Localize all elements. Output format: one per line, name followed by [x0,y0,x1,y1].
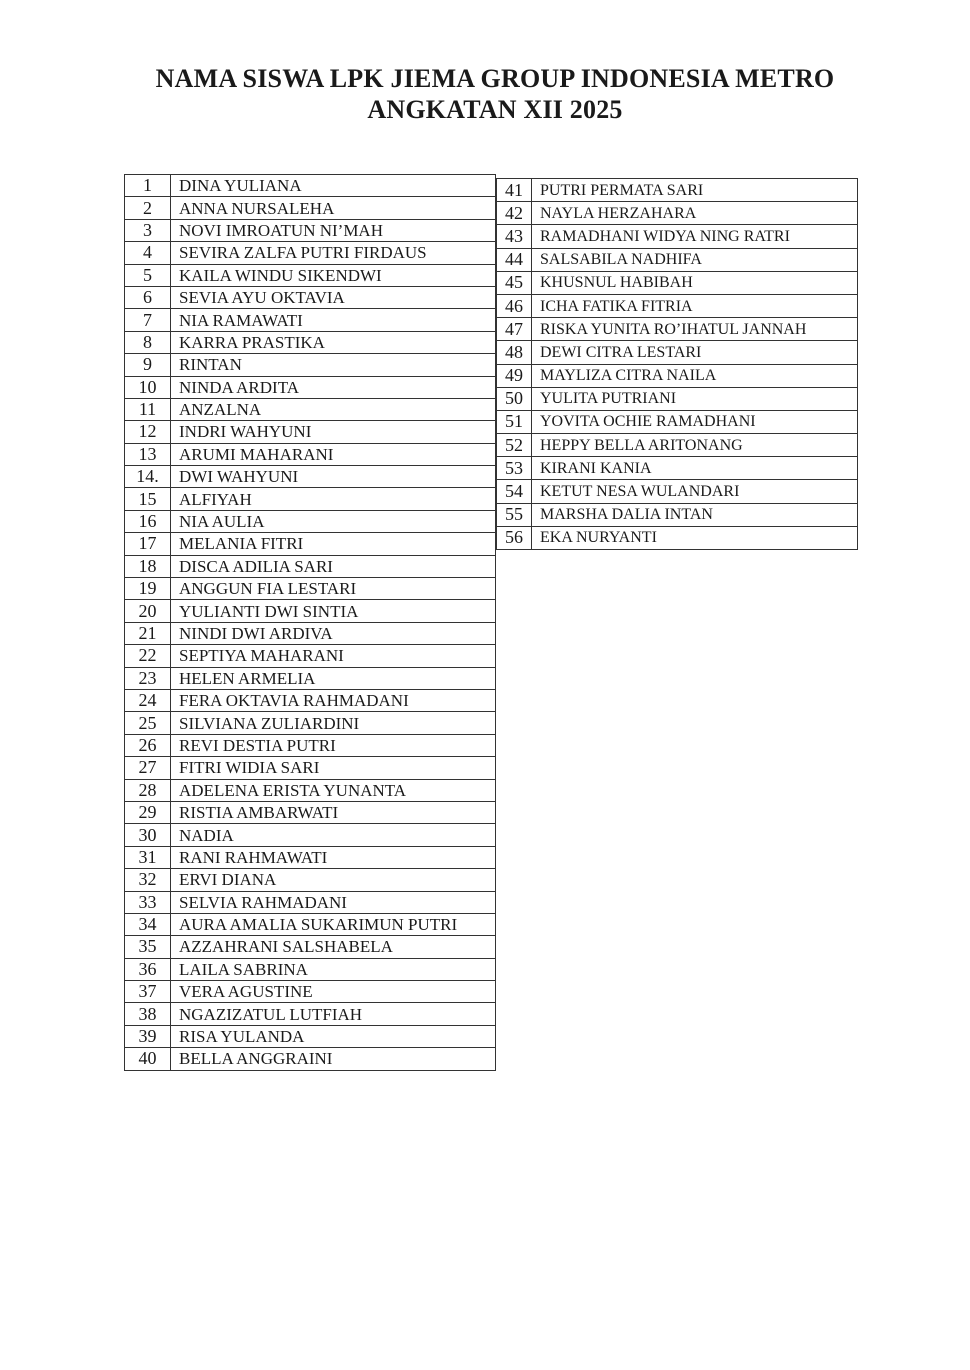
table-row [125,331,496,353]
student-name: BELLA ANGGRAINI [171,1048,496,1070]
table-row [497,202,858,225]
student-number: 46 [497,294,532,317]
table-row [497,248,858,271]
student-number: 1 [125,175,171,197]
student-number: 9 [125,354,171,376]
table-row [125,533,496,555]
table-row [497,526,858,549]
student-name: AURA AMALIA SUKARIMUN PUTRI [171,913,496,935]
student-number: 3 [125,219,171,241]
student-name: NAYLA HERZAHARA [532,202,858,225]
student-name: SELVIA RAHMADANI [171,891,496,913]
student-name: NOVI IMROATUN NI’MAH [171,219,496,241]
table-row [125,667,496,689]
table-row [125,197,496,219]
student-number: 51 [497,410,532,433]
student-number: 44 [497,248,532,271]
student-number: 40 [125,1048,171,1070]
student-name: HELEN ARMELIA [171,667,496,689]
student-number: 12 [125,421,171,443]
student-number: 37 [125,981,171,1003]
student-name: SEVIRA ZALFA PUTRI FIRDAUS [171,242,496,264]
student-name: FERA OKTAVIA RAHMADANI [171,689,496,711]
student-name: MELANIA FITRI [171,533,496,555]
student-number: 14. [125,466,171,488]
student-name: ICHA FATIKA FITRIA [532,294,858,317]
table-row [125,286,496,308]
table-row [125,689,496,711]
student-name: KIRANI KANIA [532,457,858,480]
student-name: SEVIA AYU OKTAVIA [171,286,496,308]
table-row [125,1025,496,1047]
student-name: SILVIANA ZULIARDINI [171,712,496,734]
table-row [497,225,858,248]
table-row [497,271,858,294]
table-row [497,179,858,202]
student-number: 49 [497,364,532,387]
student-number: 28 [125,779,171,801]
student-name: ERVI DIANA [171,869,496,891]
table-row [125,242,496,264]
student-name: RISA YULANDA [171,1025,496,1047]
table-row [497,434,858,457]
table-row [125,264,496,286]
table-row [497,480,858,503]
student-number: 11 [125,398,171,420]
student-name: KETUT NESA WULANDARI [532,480,858,503]
table-row [125,891,496,913]
table-row [125,958,496,980]
student-name: EKA NURYANTI [532,526,858,549]
table-row [497,341,858,364]
student-name: VERA AGUSTINE [171,981,496,1003]
student-name: INDRI WAHYUNI [171,421,496,443]
student-number: 16 [125,510,171,532]
student-name: YULIANTI DWI SINTIA [171,600,496,622]
table-row [125,801,496,823]
student-name: DISCA ADILIA SARI [171,555,496,577]
table-row [125,779,496,801]
student-name: FITRI WIDIA SARI [171,757,496,779]
student-name: RANI RAHMAWATI [171,846,496,868]
table-row [125,734,496,756]
table-row [125,398,496,420]
table-row [497,318,858,341]
student-number: 8 [125,331,171,353]
student-name: ARUMI MAHARANI [171,443,496,465]
table-row [125,981,496,1003]
student-number: 36 [125,958,171,980]
student-name: ANZALNA [171,398,496,420]
student-number: 31 [125,846,171,868]
table-row [497,294,858,317]
table-row [125,600,496,622]
table-row [497,503,858,526]
student-name: ANGGUN FIA LESTARI [171,578,496,600]
table-row [497,387,858,410]
student-number: 34 [125,913,171,935]
student-name: NIA RAMAWATI [171,309,496,331]
table-row [497,410,858,433]
table-row [125,309,496,331]
student-number: 56 [497,526,532,549]
student-number: 17 [125,533,171,555]
student-name: RISKA YUNITA RO’IHATUL JANNAH [532,318,858,341]
table-row [125,622,496,644]
student-name: SALSABILA NADHIFA [532,248,858,271]
student-number: 39 [125,1025,171,1047]
table-row [125,466,496,488]
student-name: REVI DESTIA PUTRI [171,734,496,756]
table-row [125,488,496,510]
student-number: 23 [125,667,171,689]
student-name: YULITA PUTRIANI [532,387,858,410]
student-number: 13 [125,443,171,465]
student-name: KHUSNUL HABIBAH [532,271,858,294]
student-number: 42 [497,202,532,225]
student-name: ADELENA ERISTA YUNANTA [171,779,496,801]
student-name: YOVITA OCHIE RAMADHANI [532,410,858,433]
table-row [125,846,496,868]
student-name: HEPPY BELLA ARITONANG [532,434,858,457]
student-number: 41 [497,179,532,202]
student-name: SEPTIYA MAHARANI [171,645,496,667]
table-row [125,913,496,935]
table-row [125,510,496,532]
table-row [125,578,496,600]
student-name: RISTIA AMBARWATI [171,801,496,823]
table-row [125,1003,496,1025]
student-table-left [124,174,496,1071]
student-number: 45 [497,271,532,294]
student-number: 4 [125,242,171,264]
table-row [125,869,496,891]
student-name: DEWI CITRA LESTARI [532,341,858,364]
student-name: AZZAHRANI SALSHABELA [171,936,496,958]
student-number: 10 [125,376,171,398]
table-row [125,175,496,197]
student-name: LAILA SABRINA [171,958,496,980]
student-name: NINDA ARDITA [171,376,496,398]
document-title: NAMA SISWA LPK JIEMA GROUP INDONESIA METRO [155,64,835,93]
student-number: 19 [125,578,171,600]
table-row [125,1048,496,1070]
student-name: NGAZIZATUL LUTFIAH [171,1003,496,1025]
student-number: 20 [125,600,171,622]
student-number: 32 [125,869,171,891]
student-number: 18 [125,555,171,577]
student-number: 33 [125,891,171,913]
student-number: 53 [497,457,532,480]
student-number: 47 [497,318,532,341]
table-row [125,936,496,958]
table-row [125,354,496,376]
table-row [125,219,496,241]
student-number: 7 [125,309,171,331]
table-row [125,645,496,667]
student-number: 5 [125,264,171,286]
student-number: 30 [125,824,171,846]
student-name: NADIA [171,824,496,846]
student-number: 48 [497,341,532,364]
student-number: 38 [125,1003,171,1025]
student-name: KAILA WINDU SIKENDWI [171,264,496,286]
student-name: RAMADHANI WIDYA NING RATRI [532,225,858,248]
student-name: NIA AULIA [171,510,496,532]
table-row [125,376,496,398]
student-name: NINDI DWI ARDIVA [171,622,496,644]
student-number: 26 [125,734,171,756]
table-row [125,824,496,846]
student-name: DINA YULIANA [171,175,496,197]
student-name: PUTRI PERMATA SARI [532,179,858,202]
student-table-right [496,178,858,550]
student-number: 27 [125,757,171,779]
table-row [125,443,496,465]
student-number: 55 [497,503,532,526]
student-name: RINTAN [171,354,496,376]
table-row [125,421,496,443]
student-name: KARRA PRASTIKA [171,331,496,353]
table-row [497,364,858,387]
student-name: MARSHA DALIA INTAN [532,503,858,526]
table-row [125,712,496,734]
table-row [497,457,858,480]
student-number: 25 [125,712,171,734]
student-number: 24 [125,689,171,711]
student-number: 52 [497,434,532,457]
student-name: ANNA NURSALEHA [171,197,496,219]
student-name: ALFIYAH [171,488,496,510]
student-number: 54 [497,480,532,503]
student-name: MAYLIZA CITRA NAILA [532,364,858,387]
document-subtitle: ANGKATAN XII 2025 [367,95,623,124]
student-number: 6 [125,286,171,308]
student-number: 43 [497,225,532,248]
student-number: 35 [125,936,171,958]
student-number: 21 [125,622,171,644]
student-number: 15 [125,488,171,510]
student-number: 50 [497,387,532,410]
student-number: 29 [125,801,171,823]
student-name: DWI WAHYUNI [171,466,496,488]
table-row [125,555,496,577]
student-number: 22 [125,645,171,667]
student-number: 2 [125,197,171,219]
table-row [125,757,496,779]
